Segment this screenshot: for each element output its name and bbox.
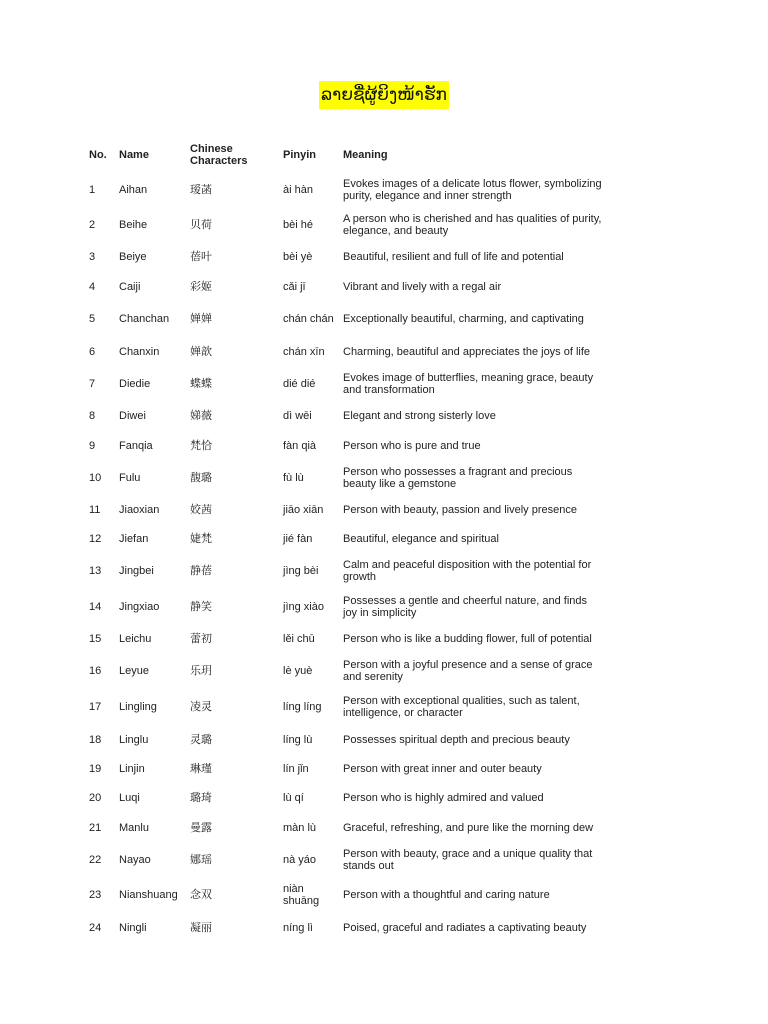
- row-number: 24: [89, 922, 102, 934]
- row-number: 1: [89, 184, 96, 196]
- row-name: Luqi: [119, 792, 140, 804]
- row-meaning: Graceful, refreshing, and pure like the morning dew: [343, 822, 594, 834]
- row-pinyin: bèi hé: [283, 219, 313, 231]
- row-meaning: Vibrant and lively with a regal air: [343, 281, 502, 293]
- row-number: 6: [89, 346, 96, 358]
- row-number: 3: [89, 251, 96, 263]
- row-chinese-characters: 曼露: [190, 821, 212, 834]
- row-meaning: Calm and peaceful disposition with the potential for growth: [343, 559, 592, 583]
- row-pinyin: jié fàn: [283, 533, 313, 545]
- row-meaning: Evokes images of a delicate lotus flower, symbolizing purity, elegance and inner strength: [343, 178, 602, 202]
- row-pinyin: dì wēi: [283, 410, 312, 422]
- row-number: 21: [89, 822, 102, 834]
- row-chinese-characters: 彩姬: [190, 280, 212, 293]
- row-meaning: Beautiful, elegance and spiritual: [343, 533, 499, 545]
- row-chinese-characters: 凌灵: [190, 700, 212, 713]
- row-number: 18: [89, 734, 102, 746]
- row-pinyin: lěi chū: [283, 633, 315, 645]
- row-meaning: Person who is pure and true: [343, 440, 481, 452]
- row-pinyin: líng líng: [283, 701, 322, 713]
- row-pinyin: lè yuè: [283, 665, 313, 677]
- row-name: Aihan: [119, 184, 148, 196]
- row-number: 16: [89, 665, 102, 677]
- row-chinese-characters: 婵婵: [190, 312, 212, 325]
- row-pinyin: jìng bèi: [283, 565, 319, 577]
- row-chinese-characters: 凝丽: [190, 921, 212, 934]
- row-pinyin: chán xīn: [283, 346, 325, 358]
- row-chinese-characters: 乐玥: [190, 664, 212, 677]
- row-meaning: Person with beauty, passion and lively presence: [343, 504, 577, 516]
- row-pinyin: líng lù: [283, 734, 313, 746]
- row-meaning: Person with beauty, grace and a unique quality that stands out: [343, 848, 593, 872]
- row-chinese-characters: 蓓叶: [190, 250, 212, 263]
- row-chinese-characters: 蕾初: [190, 632, 212, 645]
- row-chinese-characters: 灵璐: [190, 733, 212, 746]
- row-chinese-characters: 瑷菡: [190, 183, 212, 196]
- row-name: Nianshuang: [119, 889, 178, 901]
- row-number: 12: [89, 533, 102, 545]
- row-chinese-characters: 馥璐: [190, 471, 212, 484]
- row-meaning: Person with a joyful presence and a sense of grace and serenity: [343, 659, 593, 683]
- row-pinyin: màn lù: [283, 822, 317, 834]
- row-name: Fulu: [119, 472, 141, 484]
- row-pinyin: fù lù: [283, 472, 304, 484]
- row-chinese-characters: 琳瑾: [190, 762, 212, 775]
- row-meaning: Evokes image of butterflies, meaning grace, beauty and transformation: [343, 372, 594, 396]
- row-number: 15: [89, 633, 102, 645]
- header-chinese-characters: Chinese Characters: [190, 143, 248, 167]
- row-number: 23: [89, 889, 102, 901]
- row-pinyin: bèi yè: [283, 251, 313, 263]
- row-name: Linglu: [119, 734, 149, 746]
- row-pinyin: lín jǐn: [283, 763, 309, 775]
- row-pinyin: ài hàn: [283, 184, 313, 196]
- row-name: Fanqia: [119, 440, 153, 452]
- row-pinyin: jìng xiào: [283, 601, 324, 613]
- row-name: Diedie: [119, 378, 151, 390]
- row-chinese-characters: 贝荷: [190, 218, 212, 231]
- row-meaning: Person who possesses a fragrant and precious beauty like a gemstone: [343, 466, 573, 490]
- row-number: 14: [89, 601, 102, 613]
- row-chinese-characters: 婵歆: [190, 345, 212, 358]
- row-meaning: A person who is cherished and has qualities of purity, elegance, and beauty: [343, 213, 602, 237]
- row-name: Caiji: [119, 281, 141, 293]
- row-pinyin: fàn qià: [283, 440, 317, 452]
- row-name: Jiaoxian: [119, 504, 160, 516]
- row-name: Jingbei: [119, 565, 154, 577]
- row-pinyin: nà yáo: [283, 854, 317, 866]
- row-number: 22: [89, 854, 102, 866]
- row-pinyin: jiāo xiān: [283, 504, 324, 516]
- row-chinese-characters: 娜瑶: [190, 853, 212, 866]
- row-name: Leyue: [119, 665, 149, 677]
- row-name: Diwei: [119, 410, 146, 422]
- header-no: No.: [89, 149, 107, 161]
- row-chinese-characters: 梵恰: [190, 439, 212, 452]
- row-number: 9: [89, 440, 96, 452]
- row-name: Leichu: [119, 633, 152, 645]
- row-pinyin: chán chán: [283, 313, 334, 325]
- row-number: 17: [89, 701, 102, 713]
- row-name: Beihe: [119, 219, 148, 231]
- row-pinyin: níng lì: [283, 922, 313, 934]
- row-meaning: Person who is like a budding flower, full of potential: [343, 633, 592, 645]
- row-number: 7: [89, 378, 96, 390]
- row-chinese-characters: 娣薇: [190, 409, 212, 422]
- row-chinese-characters: 静蓓: [190, 564, 212, 577]
- row-meaning: Elegant and strong sisterly love: [343, 410, 496, 422]
- row-name: Jiefan: [119, 533, 149, 545]
- header-pinyin: Pinyin: [283, 149, 317, 161]
- row-number: 5: [89, 313, 96, 325]
- row-meaning: Possesses a gentle and cheerful nature, and finds joy in simplicity: [343, 595, 587, 619]
- row-chinese-characters: 念双: [190, 888, 212, 901]
- row-chinese-characters: 静笑: [190, 600, 212, 613]
- row-number: 11: [89, 504, 101, 516]
- row-name: Lingling: [119, 701, 157, 713]
- row-name: Manlu: [119, 822, 149, 834]
- row-chinese-characters: 璐琦: [190, 791, 212, 804]
- row-pinyin: dié dié: [283, 378, 316, 390]
- page-title: ລາຍຊື່ຜູ້ຍິງໜ້າຮັກ: [319, 81, 449, 109]
- row-meaning: Possesses spiritual depth and precious beauty: [343, 734, 570, 746]
- row-number: 4: [89, 281, 96, 293]
- row-number: 19: [89, 763, 102, 775]
- header-name: Name: [119, 149, 149, 161]
- row-meaning: Poised, graceful and radiates a captivating beauty: [343, 922, 587, 934]
- row-meaning: Person with great inner and outer beauty: [343, 763, 542, 775]
- row-name: Linjin: [119, 763, 145, 775]
- row-chinese-characters: 姣茜: [190, 503, 212, 516]
- row-pinyin: lù qí: [283, 792, 304, 804]
- row-chinese-characters: 婕梵: [190, 532, 212, 545]
- row-pinyin: cǎi jī: [283, 281, 306, 293]
- row-name: Chanchan: [119, 313, 170, 325]
- row-name: Nayao: [119, 854, 151, 866]
- row-number: 13: [89, 565, 102, 577]
- row-pinyin: niàn shuāng: [283, 883, 320, 907]
- row-chinese-characters: 蝶蝶: [190, 377, 212, 390]
- row-meaning: Charming, beautiful and appreciates the joys of life: [343, 346, 591, 358]
- row-number: 2: [89, 219, 96, 231]
- row-name: Jingxiao: [119, 601, 160, 613]
- title-container: [0, 81, 768, 109]
- row-name: Chanxin: [119, 346, 160, 358]
- header-meaning: Meaning: [343, 149, 388, 161]
- row-number: 10: [89, 472, 102, 484]
- row-name: Beiye: [119, 251, 147, 263]
- row-number: 8: [89, 410, 96, 422]
- row-meaning: Person with exceptional qualities, such as talent, intelligence, or character: [343, 695, 580, 719]
- row-meaning: Person who is highly admired and valued: [343, 792, 544, 804]
- row-meaning: Exceptionally beautiful, charming, and captivating: [343, 313, 584, 325]
- row-meaning: Person with a thoughtful and caring nature: [343, 889, 550, 901]
- row-name: Ningli: [119, 922, 147, 934]
- row-meaning: Beautiful, resilient and full of life and potential: [343, 251, 564, 263]
- row-number: 20: [89, 792, 102, 804]
